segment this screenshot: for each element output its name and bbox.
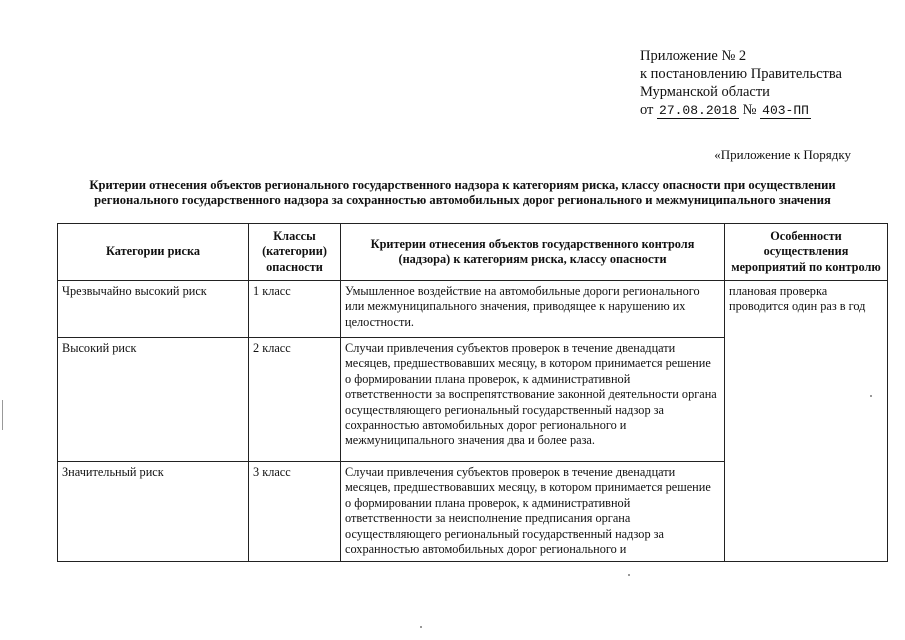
table-row [58,281,888,338]
scan-artifact [870,395,872,397]
document-title [60,178,865,208]
resolution-number: 403-ПП [762,103,809,118]
date-prefix: от [640,102,654,118]
row-class: 3 класс [249,462,341,562]
scan-artifact [2,400,3,430]
scan-artifact [420,626,422,628]
table-header-row [58,224,888,281]
scan-artifact [628,574,630,576]
row-category: Значительный риск [58,462,249,562]
header-criteria: Критерии отнесения объектов государственного контроля (надзора) к категориям риска, классу опасности [341,224,725,281]
annex-reference: «Приложение к Порядку [714,147,851,162]
row-category: Чрезвычайно высокий риск [58,281,249,338]
row-criteria: Случаи привлечения субъектов проверок в течение двенадцати месяцев, предшествовавших месяцу, в котором принимается решение о формировании плана проверок, к административной ответственности за неисполнение предписания органа осуществляющего региональный государственный надзор за сохранностью автомобильных дорог регионального и [341,462,725,562]
row-category: Высокий риск [58,338,249,462]
appendix-header [640,47,842,120]
header-class: Классы (категории) опасности [249,224,341,281]
appendix-title: Приложение № 2 [640,48,747,64]
header-category: Категории риска [58,224,249,281]
number-prefix: № [742,102,757,118]
criteria-table [57,223,888,562]
title-line-1: Критерии отнесения объектов регионального государственного надзора к категориям риска, классу опасности при осуществлении [89,178,836,192]
resolution-date: 27.08.2018 [659,103,738,118]
row-class: 2 класс [249,338,341,462]
row-criteria: Случаи привлечения субъектов проверок в течение двенадцати месяцев, предшествовавших месяцу, в котором принимается решение о формировании плана проверок, к административной ответственности за воспрепятствование законной деятельности органа осуществляющего региональный государственный надзор за сохранностью автомобильных дорог регионального и межмуниципального значения два и более раза. [341,338,725,462]
header-features: Особенности осуществления мероприятий по контролю [725,224,888,281]
row-class: 1 класс [249,281,341,338]
features-cell: плановая проверка проводится один раз в год [725,281,888,562]
title-line-2: регионального государственного надзора за сохранностью автомобильных дорог регионального и межмуниципального значения [94,193,831,207]
appendix-date-line [640,101,842,120]
appendix-line-resolution: к постановлению Правительства [640,66,842,82]
row-criteria: Умышленное воздействие на автомобильные дороги регионального или межмуниципального значения, приводящее к нарушению их целостности. [341,281,725,338]
appendix-line-region: Мурманской области [640,84,770,100]
